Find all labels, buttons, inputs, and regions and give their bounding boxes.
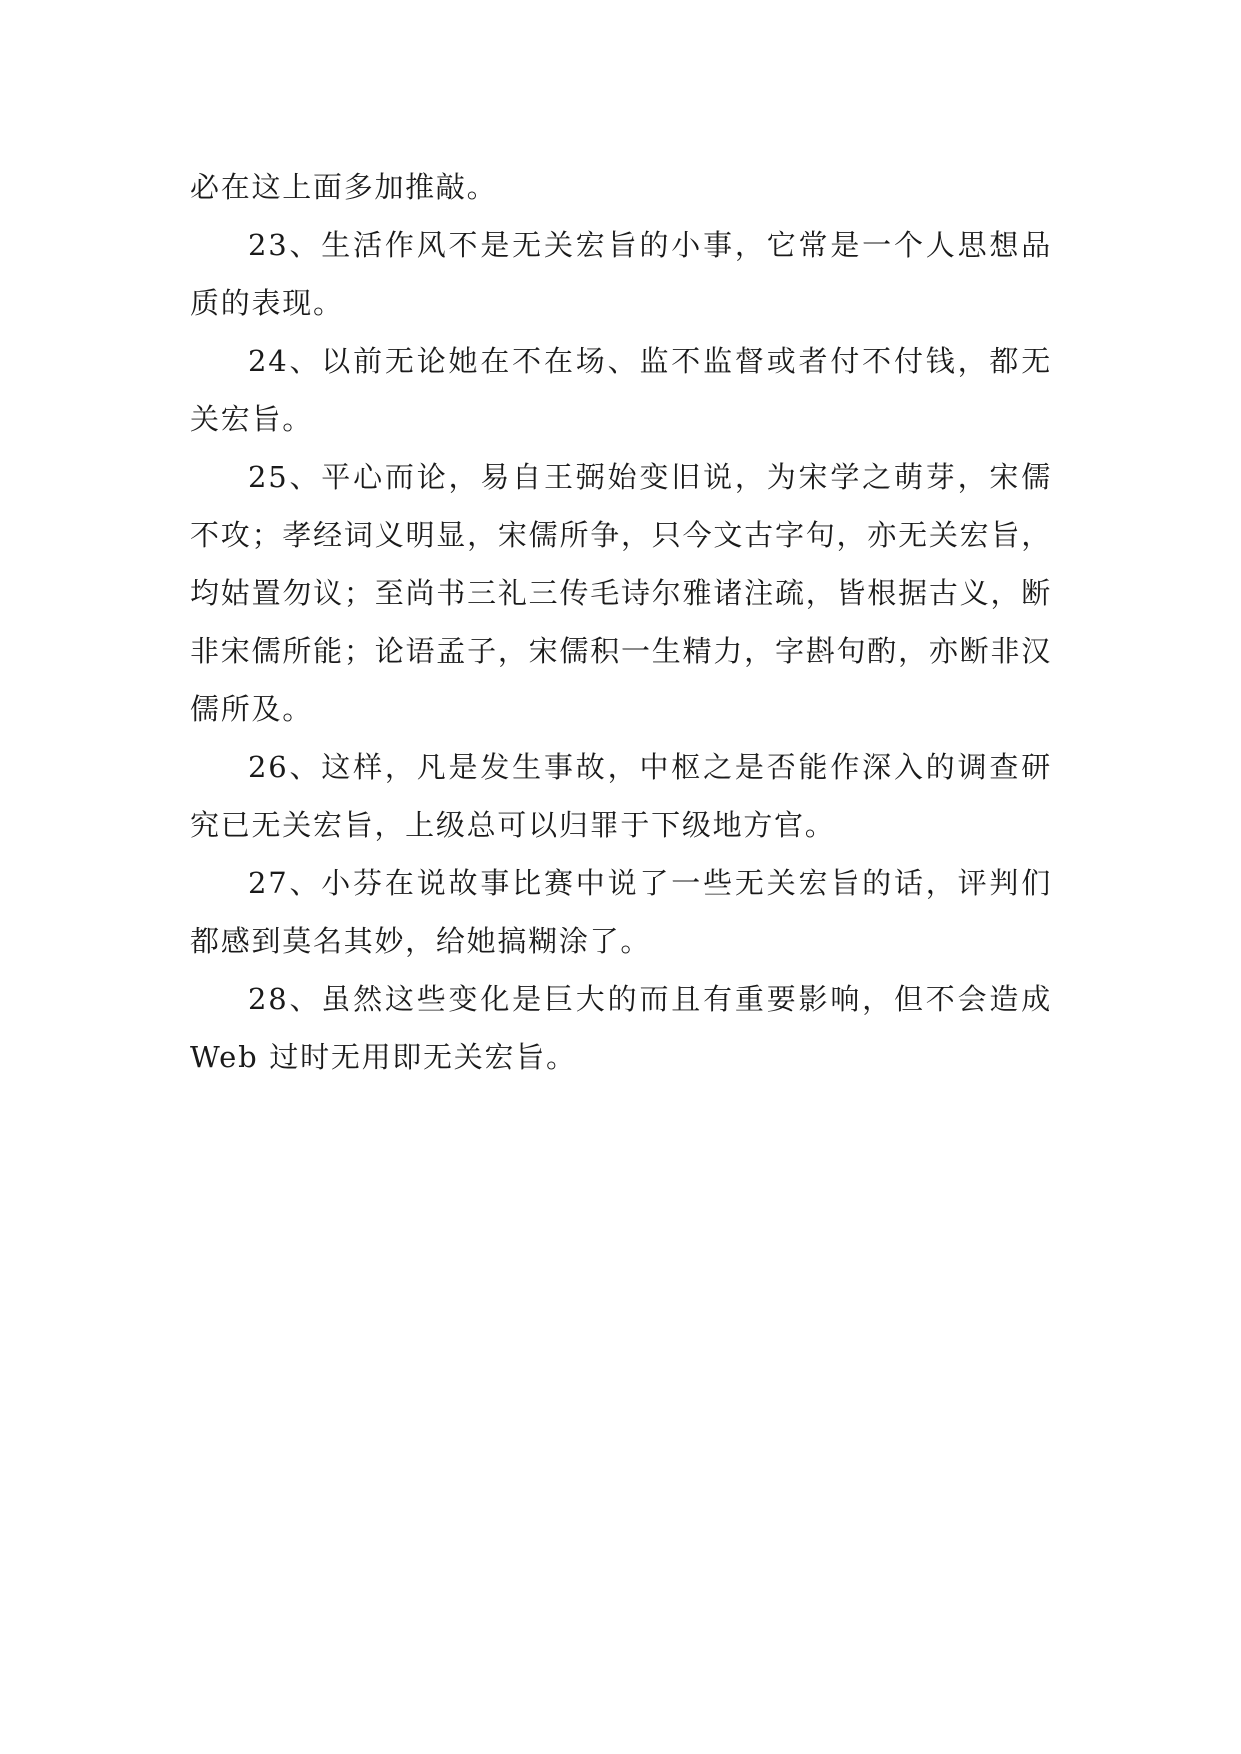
paragraph-item-27: 27、小芬在说故事比赛中说了一些无关宏旨的话，评判们都感到莫名其妙，给她搞糊涂了。 <box>190 866 1052 958</box>
document-body <box>190 158 1052 1086</box>
paragraph-item-23: 23、生活作风不是无关宏旨的小事，它常是一个人思想品质的表现。 <box>190 228 1052 320</box>
paragraph-item-28: 28、虽然这些变化是巨大的而且有重要影响，但不会造成 Web 过时无用即无关宏旨。 <box>190 982 1052 1074</box>
paragraph-continuation: 必在这上面多加推敲。 <box>190 170 498 204</box>
paragraph-item-26: 26、这样，凡是发生事故，中枢之是否能作深入的调查研究已无关宏旨，上级总可以归罪于下级地方官。 <box>190 750 1052 842</box>
paragraph-item-25: 25、平心而论，易自王弼始变旧说，为宋学之萌芽，宋儒不攻；孝经词义明显，宋儒所争，只今文古字句，亦无关宏旨，均姑置勿议；至尚书三礼三传毛诗尔雅诸注疏，皆根据古义，断非宋儒所能；论语孟子，宋儒积一生精力，字斟句酌，亦断非汉儒所及。 <box>190 460 1052 726</box>
paragraph-item-24: 24、以前无论她在不在场、监不监督或者付不付钱，都无关宏旨。 <box>190 344 1052 436</box>
